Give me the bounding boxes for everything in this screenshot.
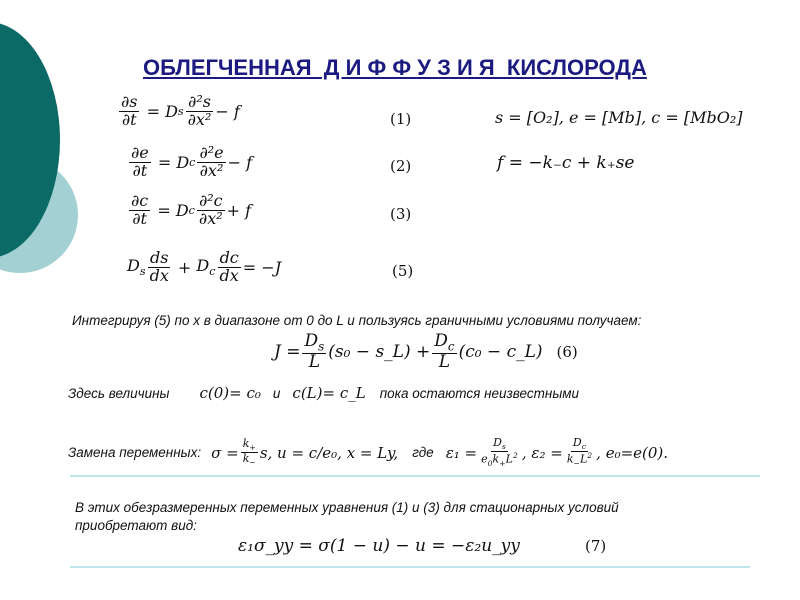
eq1-D-sub: s <box>177 104 184 118</box>
page-title: ОБЛЕГЧЕННАЯ Д И Ф Ф У З И Я КИСЛОРОДА <box>143 55 647 80</box>
unknowns-and: и <box>272 386 281 401</box>
eq2-D-sub: c <box>189 155 196 169</box>
eq1-D: D <box>165 101 178 121</box>
eq1-tail: − f <box>215 101 240 121</box>
eq2-tail: − f <box>227 152 253 172</box>
dimensionless-line-1: В этих обезразмеренных переменных уравнения (1) и (3) для стационарных условий <box>75 500 619 515</box>
equation-3: $\frac{\partial c}{\partial t}$ = D c $\frac{\text{∂²c}}{\text{∂x²}}$ + f <box>131 191 252 228</box>
eq6-lhs: J = <box>274 342 301 363</box>
eq2-lhs-num: ∂e <box>131 143 149 162</box>
unknowns-line <box>68 384 579 402</box>
eq1-lhs-den: ∂t <box>121 109 137 129</box>
substitution-eps1: ε₁ = <box>445 443 478 462</box>
substitution-eps2: , ε₂ = <box>521 443 563 462</box>
decorative-circles <box>0 0 110 330</box>
definitions-line-2: f = −k₋c + k₊se <box>497 153 635 173</box>
substitution-e0: , e₀=e(0). <box>596 443 669 462</box>
eq3-label: (3) <box>390 205 412 223</box>
eq5-label: (5) <box>392 262 414 280</box>
eq3-tail: + f <box>226 200 252 220</box>
unknowns-prefix: Здесь величины <box>68 386 170 401</box>
eq1-rhs-den: ∂x² <box>187 109 212 129</box>
substitution-vars: s, u = c/e₀, x = Ly, <box>259 443 399 462</box>
eq2-label: (2) <box>390 157 412 175</box>
substitution-sigma: σ = <box>211 443 239 462</box>
dimensionless-line-2: приобретают вид: <box>75 518 197 533</box>
substitution-prefix: Замена переменных: <box>68 445 202 461</box>
eq3-D-sub: c <box>188 203 195 217</box>
eq3-rhs-den: ∂x² <box>198 208 223 228</box>
integrate-text: Интегрируя (5) по x в диапазоне от 0 до L и пользуясь граничными условиями получаем: <box>72 313 642 328</box>
substitution-where: где <box>412 445 434 461</box>
divider-top <box>70 475 760 477</box>
eq6-label: (6) <box>556 343 578 362</box>
divider-bottom <box>70 566 750 568</box>
eq2-rhs-num: ∂²e <box>199 143 224 162</box>
unknowns-suffix: пока остаются неизвестными <box>379 386 580 401</box>
eq3-lhs-num: ∂c <box>131 191 149 210</box>
eq3-D: D <box>175 200 189 220</box>
eq3-lhs-den: ∂t <box>132 208 147 228</box>
substitution-line: Замена переменных: σ = $\frac{k_+}{k_-}$ s, u = c/e₀, x = Ly, где ε₁ = $\frac{D_s}{e_0k_+L^2}$ , ε₂ = $\frac{D_c}{k_-L^2}$ , e₀=e(0). <box>68 436 669 469</box>
eq5-rhs: = −J <box>242 257 282 277</box>
eq1-label: (1) <box>390 110 412 128</box>
eq2-rhs-den: ∂x² <box>199 160 224 180</box>
eq6-term1: (s₀ − s_L) + <box>328 342 431 363</box>
eq6-term2: (c₀ − c_L) <box>458 342 543 363</box>
eq1-lhs-num: ∂s <box>121 92 138 111</box>
definitions-line-1: s = [O₂], e = [Mb], c = [MbO₂] <box>495 108 743 127</box>
eq2-D: D <box>176 152 190 172</box>
eq7-label: (7) <box>585 537 607 555</box>
equation-2: $\frac{\partial e}{\partial t}$ = D c $\frac{\text{∂²e}}{\text{∂x²}}$ − f <box>131 143 253 180</box>
unknowns-c0: c(0)= c₀ <box>199 384 261 402</box>
equation-5: $D_s$ $\frac{ds}{dx}$ + $D_c$ $\frac{dc}{dx}$ = −J <box>127 248 282 285</box>
equation-6: J = $\frac{D_s}{L}$ (s₀ − s_L) + $\frac{D_c}{L}$ (c₀ − c_L) (6) <box>274 331 578 372</box>
eq1-rhs-num: ∂²s <box>188 92 211 111</box>
eq2-lhs-den: ∂t <box>132 160 148 180</box>
eq3-rhs-num: ∂²c <box>198 191 223 210</box>
equation-1: $\frac{\partial s}{\partial t}$ = D s $\frac{\text{∂²s}}{\text{∂x²}}$ − f <box>121 92 240 129</box>
unknowns-cL: c(L)= c_L <box>292 384 366 402</box>
equation-7: ε₁σ_yy = σ(1 − u) − u = −ε₂u_yy <box>238 536 520 556</box>
